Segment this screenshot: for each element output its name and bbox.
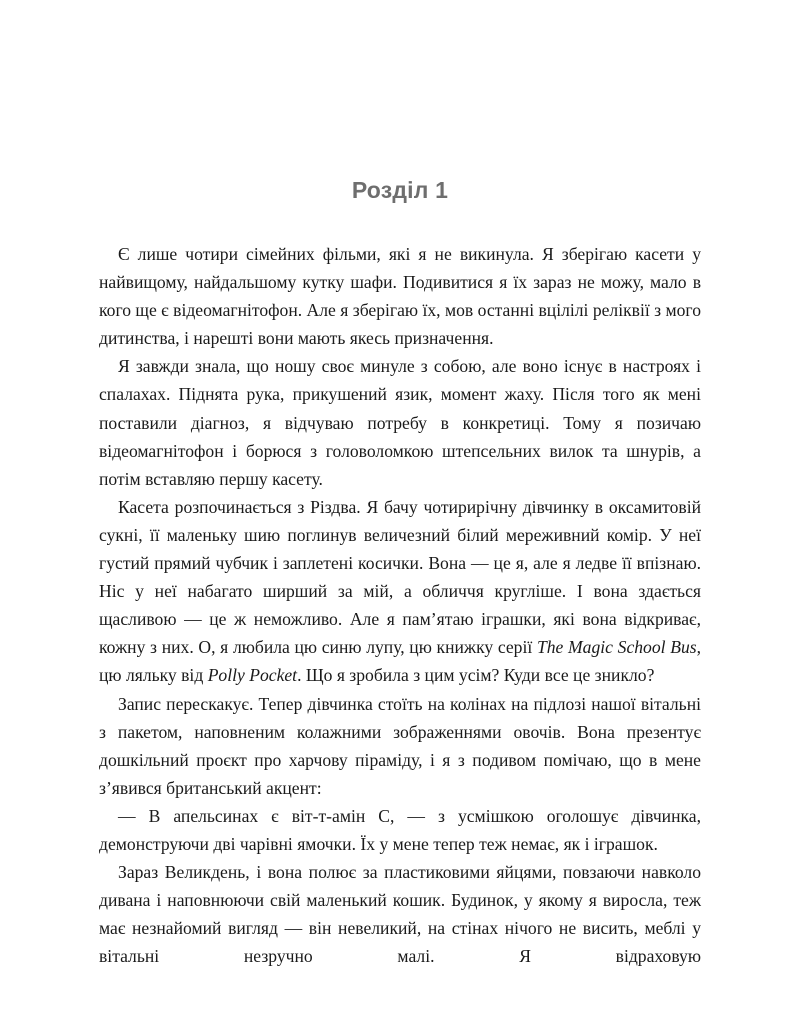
italic-title: Polly Pocket: [207, 665, 298, 686]
text-run: , цю ляльку від: [99, 637, 702, 686]
paragraph: [99, 858, 701, 970]
body-text: [99, 240, 701, 970]
paragraph: [99, 493, 701, 690]
text-run: Я завжди знала, що ношу своє минуле з собою, але воно існує в настроях і спалахах. Піднята рука, прикушений язик, момент жаху. Після того як мені поставили діагноз, я відчуваю потребу в конкретиці. Тому я позичаю відеомагнітофон і борюся з головоломкою штепсельних вилок та шнурів, а потім вставляю першу касету.: [99, 356, 701, 489]
text-run: Запис перескакує. Тепер дівчинка стоїть на колінах на підлозі нашої вітальні з пакетом, наповненим колажними зображеннями овочів. Вона презентує дошкільний проєкт про харчову піраміду, і я з подивом помічаю, що в мене з’явився британський акцент:: [99, 693, 701, 798]
text-run: . Що я зробила з цим усім? Куди все це зникло?: [297, 665, 655, 686]
text-run: Є лише чотири сімейних фільми, які я не викинула. Я зберігаю касети у найвищому, найдальшому кутку шафи. Подивитися я їх зараз не можу, мало в кого ще є відеомагнітофон. Але я зберігаю їх, мов останні вцілілі реліквії з мого дитинства, і нарешті вони мають якесь призначення.: [99, 244, 701, 349]
text-run: Зараз Великдень, і вона полює за пластиковими яйцями, повзаючи навколо дивана і наповнюючи свій маленький кошик. Будинок, у якому я виросла, теж має незнайомий вигляд — він невеликий, на стінах нічого не висить, меблі у вітальні незручно малі. Я відраховую: [99, 862, 701, 967]
text-run: Касета розпочинається з Різдва. Я бачу чотирирічну дівчинку в оксамитовій сукні, її маленьку шию поглинув величезний білий мереживний комір. У неї густий прямий чубчик і заплетені косички. Вона — це я, але я ледве її впізнаю. Ніс у неї набагато ширший за мій, а обличчя кругліше. І вона здається щасливою — це ж неможливо. Але я пам’ятаю іграшки, які вона відкриває, кожну з них. О, я любила цю синю лупу, цю книжку серії: [99, 496, 701, 658]
chapter-heading: Розділ 1: [351, 177, 449, 203]
text-run: — В апельсинах є віт-т-амін С, — з усмішкою оголошує дівчинка, демонструючи дві чарівні ямочки. Їх у мене тепер теж немає, як і іграшок.: [99, 805, 701, 854]
paragraph: [99, 690, 701, 802]
paragraph: [99, 240, 701, 352]
italic-title: The Magic School Bus: [536, 637, 697, 658]
paragraph: [99, 352, 701, 492]
paragraph: [99, 802, 701, 858]
